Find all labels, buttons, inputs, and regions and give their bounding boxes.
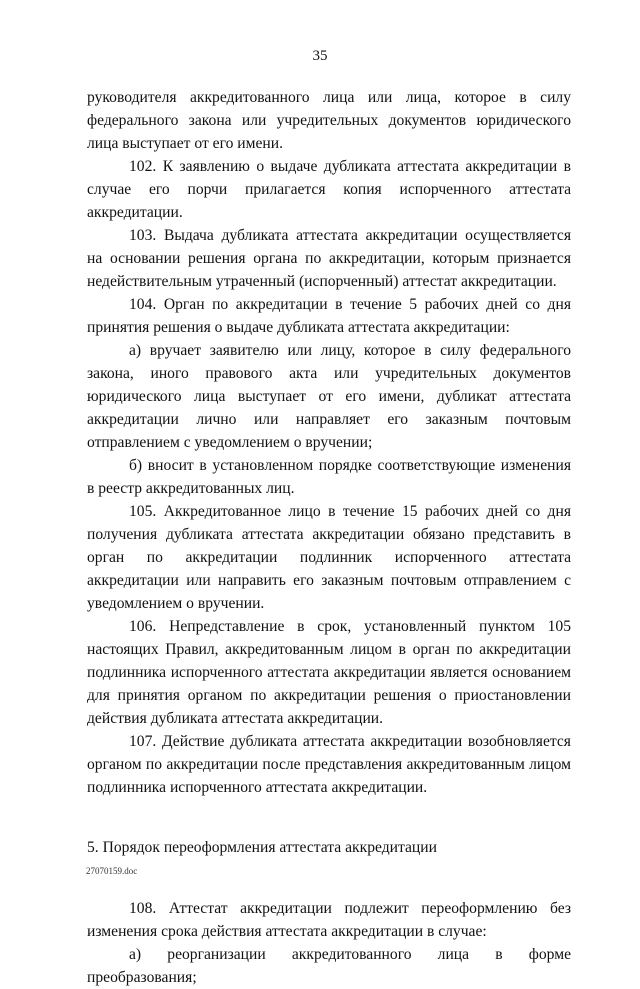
paragraph-103: 103. Выдача дубликата аттестата аккредитации осуществляется на основании решения органа по аккредитации, которым признается недействительным утраченный (испорченный) аттестат аккредитации. bbox=[87, 227, 571, 290]
paragraph-104: 104. Орган по аккредитации в течение 5 рабочих дней со дня принятия решения о выдаче дубликата аттестата аккредитации: bbox=[87, 296, 571, 336]
page-number: 35 bbox=[312, 48, 328, 64]
paragraphs-after-heading bbox=[87, 897, 571, 989]
section-heading: 5. Порядок переоформления аттестата аккредитации bbox=[87, 839, 437, 856]
paragraph-106: 106. Непредставление в срок, установленный пунктом 105 настоящих Правил, аккредитованным лицом в орган по аккредитации подлинника испорченного аттестата аккредитации является основанием для принятия органом по аккредитации решения о приостановлении действия дубликата аттестата аккредитации. bbox=[87, 618, 571, 727]
paragraph-105: 105. Аккредитованное лицо в течение 15 рабочих дней со дня получения дубликата аттестата аккредитации обязано представить в орган по аккредитации подлинник испорченного аттестата аккредитации или направить его заказным почтовым отправлением с уведомлением о вручении. bbox=[87, 503, 571, 612]
paragraph-108: 108. Аттестат аккредитации подлежит переоформлению без изменения срока действия аттестата аккредитации в случае: bbox=[87, 900, 571, 940]
paragraph-continuation: руководителя аккредитованного лица или лица, которое в силу федерального закона или учредительных документов юридического лица выступает от его имени. bbox=[87, 89, 571, 152]
paragraph-107: 107. Действие дубликата аттестата аккредитации возобновляется органом по аккредитации после представления аккредитованным лицом подлинника испорченного аттестата аккредитации. bbox=[87, 733, 571, 796]
paragraphs-before-heading bbox=[87, 86, 571, 799]
paragraph-104-a: а) вручает заявителю или лицу, которое в силу федерального закона, иного правового акта или учредительных документов юридического лица выступает от его имени, дубликат аттестата аккредитации лично или направляет его заказным почтовым отправлением с уведомлением о вручении; bbox=[87, 342, 571, 451]
paragraph-108-a: а) реорганизации аккредитованного лица в форме преобразования; bbox=[87, 946, 571, 986]
paragraph-102: 102. К заявлению о выдаче дубликата аттестата аккредитации в случае его порчи прилагается копия испорченного аттестата аккредитации. bbox=[87, 158, 571, 221]
paragraph-104-b: б) вносит в установленном порядке соответствующие изменения в реестр аккредитованных лиц. bbox=[87, 457, 571, 497]
footer-filename: 27070159.doc bbox=[86, 866, 138, 876]
document-body bbox=[87, 86, 571, 989]
